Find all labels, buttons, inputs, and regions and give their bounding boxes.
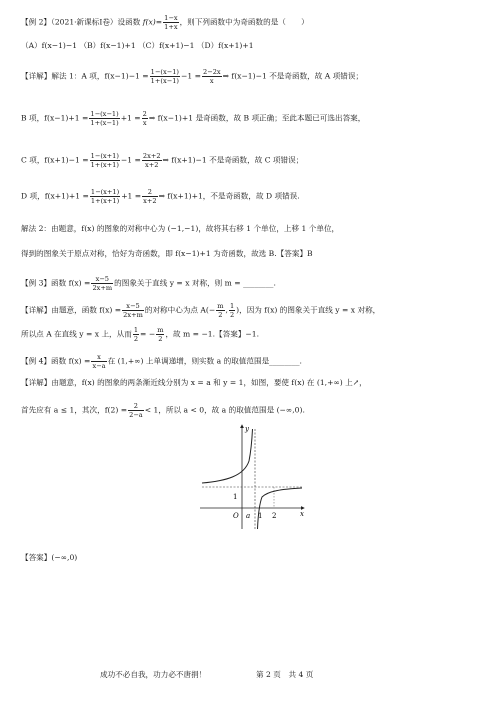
example4-pre: 【例 4】函数 f(x) = bbox=[21, 356, 91, 366]
example4-post: 在 (1,+∞) 上单调递增，则实数 a 的取值范围是________. bbox=[107, 356, 302, 366]
solution-b-post: ⇒ f(x−1)+1 是奇函数，故 B 项正确；至此本题已可选出答案， bbox=[148, 113, 366, 123]
example2-fraction bbox=[163, 14, 178, 31]
fraction-denominator: 1+(x+1) bbox=[90, 197, 120, 205]
x-tick-a: a bbox=[246, 512, 251, 520]
fraction-numerator: x bbox=[91, 353, 106, 362]
solution-c-post: ⇒ f(x+1)−1 不是奇函数，故 C 项错误； bbox=[162, 155, 304, 165]
solution-d-pre: D 项，f(x+1)+1 = bbox=[21, 191, 89, 201]
example3-sol2-frac2 bbox=[156, 326, 164, 343]
y-axis-label: y bbox=[245, 425, 249, 433]
method2-line2: 得到的图象关于原点对称，恰好为奇函数，即 f(x−1)+1 为奇函数，故选 B.【答案】B bbox=[21, 249, 313, 258]
fraction-denominator: 2 bbox=[133, 335, 139, 343]
fraction-denominator: 2x+m bbox=[92, 284, 113, 292]
page-number: 第 2 页 共 4 页 bbox=[256, 670, 314, 679]
solution-d-line bbox=[21, 188, 300, 205]
example3-sol-frac2 bbox=[216, 302, 224, 319]
example3-sol2-post: ，故 m = −1.【答案】−1. bbox=[165, 329, 260, 339]
example3-sol-frac3 bbox=[229, 302, 235, 319]
example3-sol-mid2: , bbox=[225, 305, 228, 315]
example2-suffix: ，则下列函数中为奇函数的是（ ） bbox=[179, 17, 309, 27]
fraction-denominator: 1+x bbox=[164, 23, 178, 31]
solution-c-pre: C 项，f(x+1)−1 = bbox=[21, 155, 89, 165]
fraction-denominator: 2 bbox=[218, 311, 223, 319]
fraction-denominator: x bbox=[209, 77, 214, 85]
example3-pre: 【例 3】函数 f(x) = bbox=[21, 278, 91, 288]
solution-d-frac1 bbox=[90, 188, 120, 205]
fraction-numerator: 1−(x−1) bbox=[90, 110, 119, 118]
fraction-denominator: x−a bbox=[92, 362, 106, 370]
solution-b-frac1 bbox=[89, 110, 119, 127]
x-tick-2: 2 bbox=[272, 512, 277, 520]
example3-post: 的图象关于直线 y = x 对称，则 m = ________. bbox=[114, 278, 276, 288]
solution-a-pre: 【详解】解法 1：A 项，f(x−1)−1 = bbox=[21, 71, 149, 81]
solution-b-mid: +1 = bbox=[120, 113, 141, 123]
fraction-numerator: m bbox=[157, 326, 164, 334]
fraction-numerator: m bbox=[217, 302, 224, 310]
solution-a-frac1 bbox=[150, 68, 180, 85]
fraction-numerator: x−5 bbox=[91, 275, 113, 284]
example3-solution-line1 bbox=[21, 302, 380, 319]
example3-solution-line2 bbox=[21, 326, 259, 343]
example2-options: （A）f(x−1)−1 （B）f(x−1)+1 （C）f(x+1)−1 （D）f(x+1)+1 bbox=[21, 41, 254, 50]
solution-d-mid: +1 = bbox=[121, 191, 142, 201]
example4-solution-line1: 【详解】由题意，f(x) 的图象的两条渐近线分别为 x = a 和 y = 1，如图，要使 f(x) 在 (1,+∞) 上↗， bbox=[21, 378, 367, 387]
fraction-denominator: 2−a bbox=[129, 411, 143, 419]
fraction-numerator: 1−(x+1) bbox=[90, 188, 120, 196]
asymptote-graph bbox=[196, 421, 308, 531]
solution-d-post: ⇒ f(x+1)+1，不是奇函数，故 D 项错误. bbox=[158, 191, 300, 201]
example2-fx: f(x)= bbox=[142, 17, 163, 27]
example2-question bbox=[21, 14, 309, 31]
curve-right-branch bbox=[258, 488, 303, 529]
fraction-numerator: 2 bbox=[142, 110, 147, 118]
example3-fraction bbox=[91, 275, 113, 292]
fraction-numerator: 1−x bbox=[164, 14, 178, 22]
solution-b-pre: B 项，f(x−1)+1 = bbox=[21, 113, 89, 123]
fraction-numerator: 1−(x−1) bbox=[150, 68, 179, 76]
example3-sol-mid: 的对称中心为点 A(− bbox=[144, 305, 216, 315]
example4-fraction bbox=[91, 353, 106, 370]
fraction-denominator: 1+(x+1) bbox=[90, 161, 119, 169]
solution-c-line bbox=[21, 152, 303, 169]
fraction-denominator: 2 bbox=[229, 311, 235, 319]
example3-sol-post: )，因为 f(x) 的图象关于直线 y = x 对称， bbox=[236, 305, 381, 315]
fraction-denominator: x+2 bbox=[145, 161, 159, 169]
fraction-numerator: 2x+2 bbox=[142, 152, 161, 160]
fraction-denominator: 1+(x−1) bbox=[90, 119, 119, 127]
example3-sol2-pre: 所以点 A 在直线 y = x 上，从而 bbox=[21, 329, 132, 339]
fraction-numerator: x−5 bbox=[122, 302, 144, 311]
example4-sol-post: < 1，所以 a < 0，故 a 的取值范围是 (−∞,0). bbox=[144, 405, 305, 415]
solution-a-line bbox=[21, 68, 363, 85]
solution-d-frac2 bbox=[142, 188, 157, 205]
fraction-numerator: 2 bbox=[128, 402, 144, 411]
solution-b-frac2 bbox=[142, 110, 148, 127]
fraction-denominator: 2 bbox=[158, 335, 163, 343]
example2-prefix: 【例 2】（2021·新课标Ⅰ卷）设函数 bbox=[21, 17, 143, 27]
example4-answer: 【答案】(−∞,0) bbox=[21, 553, 78, 562]
example3-sol2-frac1 bbox=[133, 326, 139, 343]
footer-motto: 成功不必自我，功力必不唐捐！ bbox=[100, 670, 207, 679]
origin-label: O bbox=[233, 512, 239, 520]
fraction-numerator: 2 bbox=[142, 188, 157, 197]
example3-sol-pre: 【详解】由题意，函数 f(x) = bbox=[21, 305, 122, 315]
y-tick-1: 1 bbox=[233, 493, 238, 501]
fraction-denominator: x+2 bbox=[143, 197, 157, 205]
example3-question bbox=[21, 275, 276, 292]
fraction-numerator: 2−2x bbox=[202, 68, 221, 76]
method2-line1: 解法 2：由题意，f(x) 的图象的对称中心为 (−1,−1)，故将其右移 1 个单位，上移 1 个单位， bbox=[21, 224, 340, 233]
solution-c-frac2 bbox=[142, 152, 162, 169]
example4-solution-line2 bbox=[21, 402, 305, 419]
example4-sol-fraction bbox=[128, 402, 144, 419]
fraction-denominator: 2x+m bbox=[123, 311, 143, 319]
example4-question bbox=[21, 353, 302, 370]
solution-a-mid: −1 = bbox=[180, 71, 201, 81]
solution-a-frac2 bbox=[202, 68, 222, 85]
curve-left-branch bbox=[202, 429, 253, 483]
solution-c-frac1 bbox=[90, 152, 120, 169]
fraction-numerator: 1−(x+1) bbox=[90, 152, 119, 160]
solution-c-mid: −1 = bbox=[120, 155, 141, 165]
fraction-numerator: 1 bbox=[229, 302, 235, 310]
fraction-numerator: 1 bbox=[133, 326, 139, 334]
x-tick-1: 1 bbox=[258, 512, 263, 520]
x-axis-label: x bbox=[300, 510, 304, 518]
example3-sol2-mid: = − bbox=[140, 329, 156, 339]
example3-sol-frac1 bbox=[122, 302, 144, 319]
solution-b-line bbox=[21, 110, 365, 127]
fraction-denominator: x bbox=[142, 119, 147, 127]
example4-sol-pre: 首先应有 a ≤ 1，其次，f(2) = bbox=[21, 405, 128, 415]
fraction-denominator: 1+(x−1) bbox=[150, 77, 179, 85]
solution-a-post: ⇒ f(x−1)−1 不是奇函数，故 A 项错误； bbox=[222, 71, 364, 81]
